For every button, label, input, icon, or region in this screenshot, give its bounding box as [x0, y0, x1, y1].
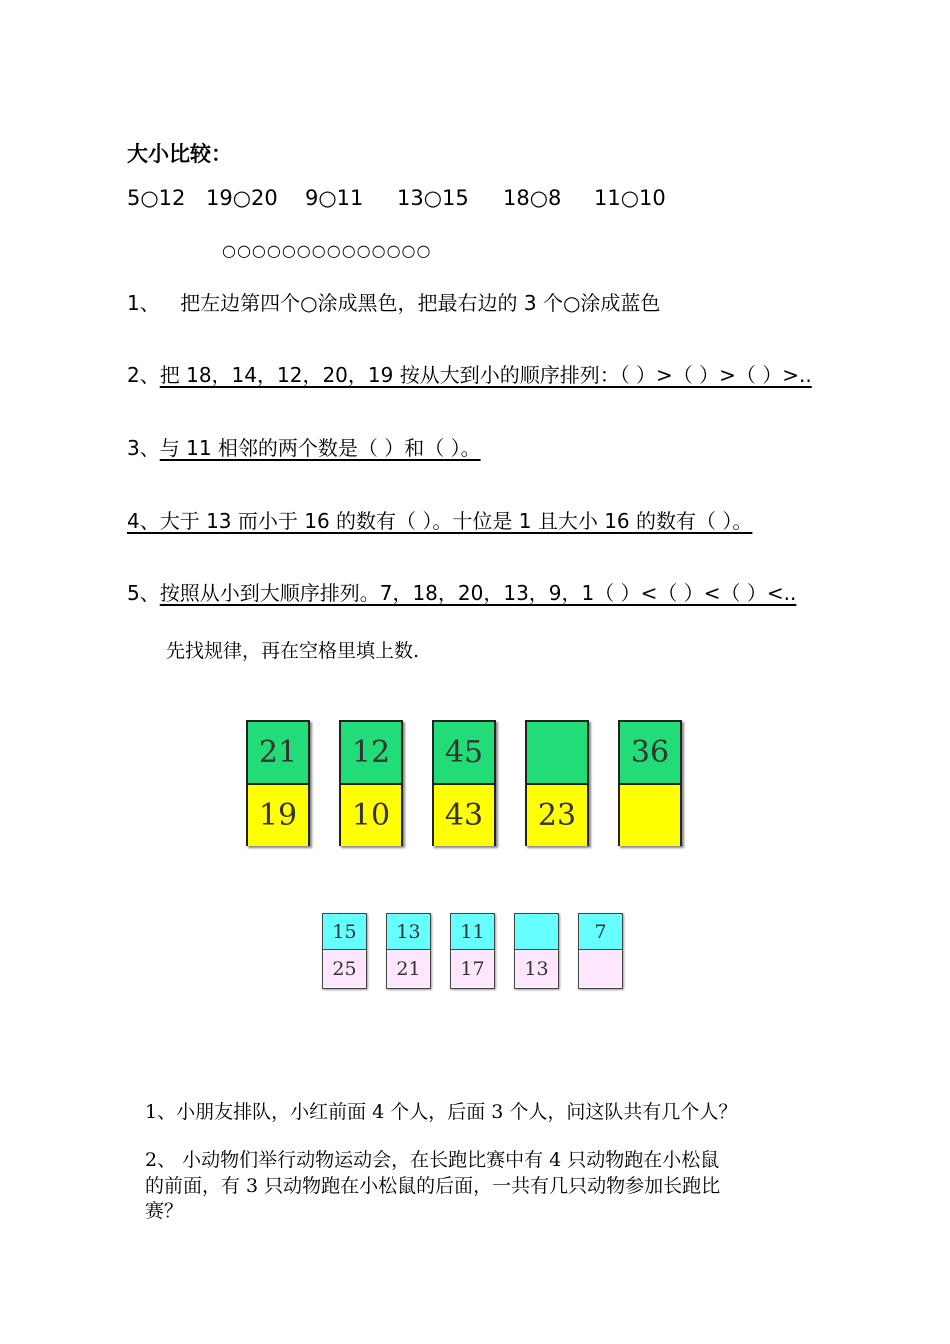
question-2-prefix: 2、 — [127, 363, 160, 387]
word-problem-2-line-1: 2、 小动物们举行动物运动会，在长跑比赛中有 4 只动物跑在小松鼠 — [145, 1149, 720, 1171]
small-card-bottom-blank — [579, 949, 622, 987]
question-1-prefix: 1、 — [127, 291, 160, 315]
big-card-top: 12 — [341, 722, 401, 783]
small-card-top: 11 — [451, 914, 494, 949]
question-4 — [127, 505, 752, 534]
big-card-bottom: 10 — [341, 783, 401, 846]
question-5-text: 按照从小到大顺序排列。7，18，20，13，9，1（ ）<（ ）<（ ）<.. — [159, 581, 797, 605]
word-problem-2-line-3: 赛？ — [145, 1200, 184, 1222]
comparison-item: 5○12 — [127, 186, 186, 210]
question-2 — [127, 359, 812, 388]
small-card-top: 13 — [387, 914, 430, 949]
big-card-bottom: 19 — [248, 783, 308, 846]
question-5-prefix: 5、 — [127, 581, 160, 605]
word-problem-1: 1、小朋友排队，小红前面 4 个人，后面 3 个人，问这队共有几个人？ — [145, 1101, 738, 1123]
small-card-bottom: 17 — [451, 949, 494, 987]
big-card-top: 45 — [434, 722, 494, 783]
section-title: 大小比较： — [127, 142, 232, 166]
small-card — [450, 913, 495, 989]
comparison-item: 19○20 — [206, 186, 278, 210]
small-card-top-blank — [515, 914, 558, 949]
big-card — [618, 720, 682, 846]
question-3 — [127, 432, 497, 461]
big-card-bottom-blank — [620, 783, 680, 846]
question-3-text: 与 11 相邻的两个数是（ ）和（ ）。 — [159, 436, 481, 460]
question-4-text: 4、大于 13 而小于 16 的数有（ ）。十位是 1 且大小 16 的数有（ ）。 — [127, 509, 753, 533]
big-card — [339, 720, 403, 846]
small-card-bottom: 25 — [323, 949, 366, 987]
question-2-text: 把 18，14，12，20，19 按从大到小的顺序排列：（ ）>（ ）>（ ）>.. — [159, 363, 812, 387]
question-3-prefix: 3、 — [127, 436, 160, 460]
small-card-top: 7 — [579, 914, 622, 949]
small-card — [322, 913, 367, 989]
word-problem-2-line-2: 的前面，有 3 只动物跑在小松鼠的后面，一共有几只动物参加长跑比 — [145, 1175, 721, 1197]
big-card-top-blank — [527, 722, 587, 783]
question-5 — [127, 577, 796, 606]
big-card — [432, 720, 496, 846]
comparison-item: 18○8 — [503, 186, 562, 210]
small-card-top: 15 — [323, 914, 366, 949]
comparison-item: 13○15 — [397, 186, 469, 210]
question-1-text: 把左边第四个○涂成黑色，把最右边的 3 个○涂成蓝色 — [180, 291, 661, 315]
small-card-bottom: 13 — [515, 949, 558, 987]
comparison-item: 11○10 — [594, 186, 666, 210]
small-card — [514, 913, 559, 989]
small-card — [578, 913, 623, 989]
big-card-bottom: 43 — [434, 783, 494, 846]
big-card — [525, 720, 589, 846]
small-card-bottom: 21 — [387, 949, 430, 987]
circles-row: ○○○○○○○○○○○○○○ — [222, 241, 432, 260]
small-card — [386, 913, 431, 989]
comparison-item: 9○11 — [305, 186, 364, 210]
question-1 — [127, 287, 660, 316]
pattern-hint: 先找规律，再在空格里填上数. — [166, 640, 420, 662]
big-card-bottom: 23 — [527, 783, 587, 846]
big-card-top: 36 — [620, 722, 680, 783]
big-card-top: 21 — [248, 722, 308, 783]
big-card — [246, 720, 310, 846]
